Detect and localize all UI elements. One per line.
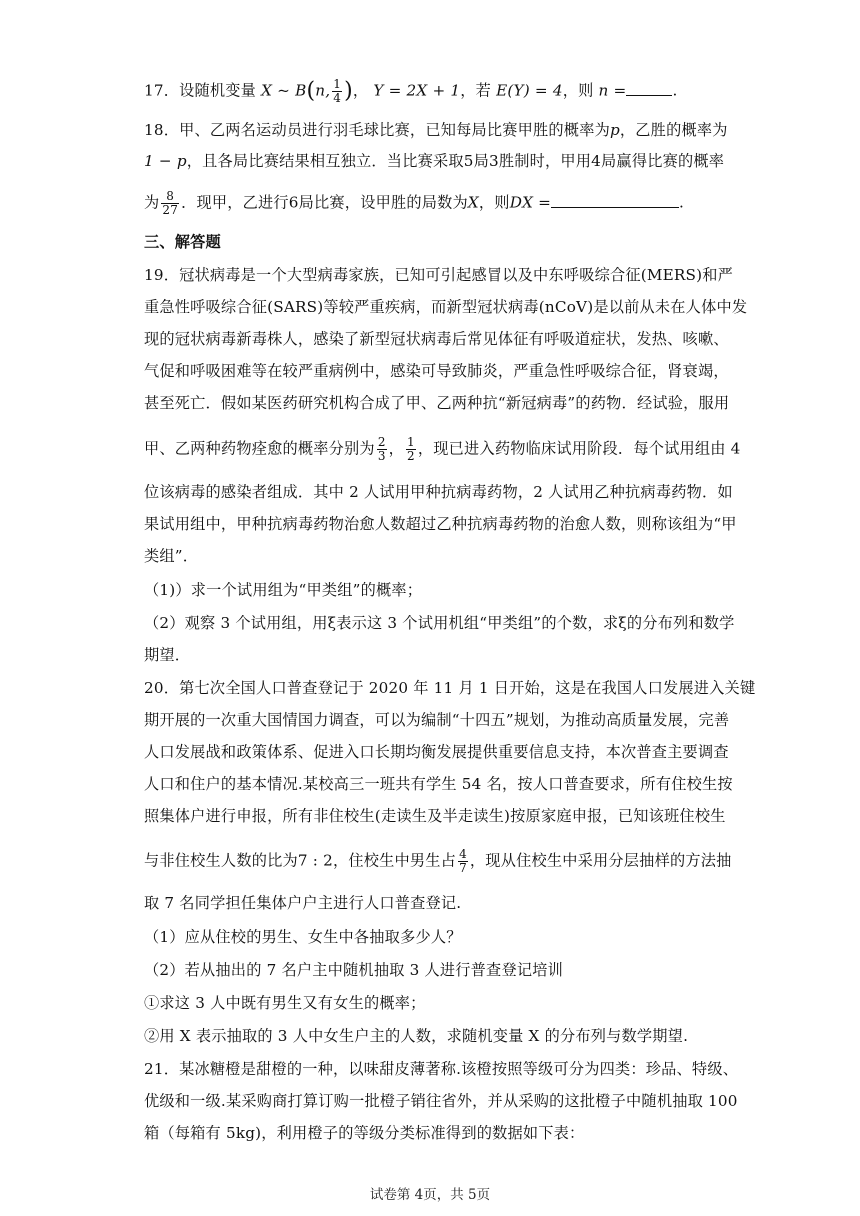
q18-1-minus-p: 1 − p [144,152,187,170]
q19-f2-num: 1 [407,435,415,449]
q20-fraction [458,848,468,875]
q20-sub-2b: ②用 X 表示抽取的 3 人中女生户主的人数，求随机变量 X 的分布列与数学期望. [144,1027,689,1045]
q19-f2-den: 2 [407,449,415,463]
q19-sub-2b: 期望． [144,646,191,664]
q17-answer-blank[interactable] [626,81,672,96]
q21-line-3: 箱（每箱有 5kg)，利用橙子的等级分类标准得到的数据如下表： [144,1124,585,1142]
q20-line-1: 20．第七次全国人口普查登记于 2020 年 11 月 1 日开始，这是在我国人口发展进入关键 [144,679,756,697]
q20-line-6 [144,847,732,875]
q20-line-2: 期开展的一次重大国情国力调查，可以为编制“十四五”规划，为推动高质量发展，完善 [144,711,730,729]
q17-close-paren: ) [344,78,353,104]
q17-distribution: X ~ B [261,81,307,100]
q17-then: ，则 [562,81,594,100]
q21-line-2: 优级和一级.某采购商打算订购一批橙子销往省外，并从采购的这批橙子中随机抽取 100 [144,1092,738,1110]
q17-number: 17． [144,81,180,100]
question-18-line-1 [144,120,728,140]
q20-line-3: 人口发展战和政策体系、促进入口长期均衡发展提供重要信息支持，本次普查主要调查 [144,743,729,761]
q18-p: p [609,121,620,139]
q20-sub-1: （1）应从住校的男生、女生中各抽取多少人？ [144,928,462,946]
q19-fraction-1 [377,436,387,463]
q18-dx: DX = [509,193,552,212]
q19-line-6 [144,435,741,463]
q19-line-8: 果试用组中，甲种抗病毒药物治愈人数超过乙种抗病毒药物的治愈人数，则称该组为“甲 [144,515,737,533]
section-heading: 三、解答题 [144,233,221,251]
q17-if: ，若 [460,81,492,100]
q19-line-3: 现的冠状病毒新毒株人，感染了新型冠状病毒后常见体征有呼吸道症状，发热、咳嗽、 [144,330,729,348]
q18-fraction [161,190,179,217]
question-18-line-2 [144,151,724,171]
q20-frac-num: 4 [459,847,467,861]
q19-line-1: 19．冠状病毒是一个大型病毒家族，已知可引起感冒以及中东呼吸综合征(MERS)和严 [144,266,734,284]
q20-line-7: 取 7 名同学担任集体户户主进行人口普查登记. [144,894,462,912]
q20-line-4: 人口和住户的基本情况.某校高三一班共有学生 54 名，按人口普查要求，所有住校生按 [144,775,733,793]
q17-expectation: E(Y) = 4 [496,81,563,100]
q18-text-3a: 为 [144,193,160,212]
q17-open-paren: ( [306,78,316,104]
q18-text-1b: ，乙胜的概率为 [619,121,728,139]
q17-y-def: Y = 2X + 1 [373,81,461,100]
q19-text-6b: ， [388,439,405,458]
q17-period: . [672,81,678,100]
q20-sub-2a: ①求这 3 人中既有男生又有女生的概率； [144,994,426,1012]
q17-comma: ， [352,81,369,100]
q18-x: X [467,193,479,212]
q19-f1-num: 2 [377,435,386,449]
q18-text-2: ，且各局比赛结果相互独立．当比赛采取5局3胜制时，甲用4局赢得比赛的概率 [186,152,725,170]
q18-text-3b: ．现甲，乙进行6局比赛，设甲胜的局数为 [181,193,468,212]
q19-line-4: 气促和呼吸困难等在较严重病例中，感染可导致肺炎，严重急性呼吸综合征，肾衰竭， [144,362,729,380]
q18-frac-den: 27 [162,203,179,217]
q17-param-n: n, [315,81,331,100]
q19-f1-den: 3 [377,449,386,463]
q20-frac-den: 7 [459,861,467,875]
q19-text-6a: 甲、乙两种药物痊愈的概率分别为 [144,439,375,458]
page-footer: 试卷第 4页，共 5页 [369,1187,491,1203]
q20-text-6a: 与非住校生人数的比为7 : 2，住校生中男生占 [144,851,457,870]
q18-period: . [679,193,685,212]
q17-frac-den: 4 [333,91,342,105]
q18-answer-blank[interactable] [551,193,679,208]
q20-sub-2: （2）若从抽出的 7 名户主中随机抽取 3 人进行普查登记培训 [144,961,563,979]
q17-text: 设随机变量 [179,81,257,100]
q17-n-eq: n = [598,81,627,100]
q20-line-5: 照集体户进行申报，所有非住校生(走读生及半走读生)按原家庭申报，已知该班住校生 [144,807,726,825]
q19-fraction-2 [406,436,416,463]
q18-text-1: 18．甲、乙两名运动员进行羽毛球比赛，已知每局比赛甲胜的概率为 [144,121,610,139]
q19-line-2: 重急性呼吸综合征(SARS)等较严重疾病，而新型冠状病毒(nCoV)是以前从未在人体中发 [144,298,748,316]
q18-frac-num: 8 [161,190,179,204]
q21-line-1: 21．某冰糖橙是甜橙的一种，以味甜皮薄著称.该橙按照等级可分为四类：珍品、特级、 [144,1060,739,1078]
q19-line-9: 类组”． [144,547,199,565]
q19-line-7: 位该病毒的感染者组成．其中 2 人试用甲种抗病毒药物，2 人试用乙种抗病毒药物．如 [144,483,733,501]
q17-frac-num: 1 [333,77,342,91]
question-17 [144,78,724,105]
q19-line-5: 甚至死亡．假如某医药研究机构合成了甲、乙两种抗“新冠病毒”的药物．经试验，服用 [144,394,730,412]
q17-fraction [332,78,342,105]
q19-text-6c: ，现已进入药物临床试用阶段．每个试用组由 4 [417,439,741,458]
q20-text-6b: ，现从住校生中采用分层抽样的方法抽 [469,851,732,870]
q18-text-3c: ，则 [478,193,510,212]
question-18-line-3 [144,190,724,217]
q19-sub-2: （2）观察 3 个试用组，用ξ表示这 3 个试用机组“甲类组”的个数，求ξ的分布列和数学 [144,614,735,632]
q19-sub-1: （1)）求一个试用组为“甲类组”的概率； [144,581,423,599]
